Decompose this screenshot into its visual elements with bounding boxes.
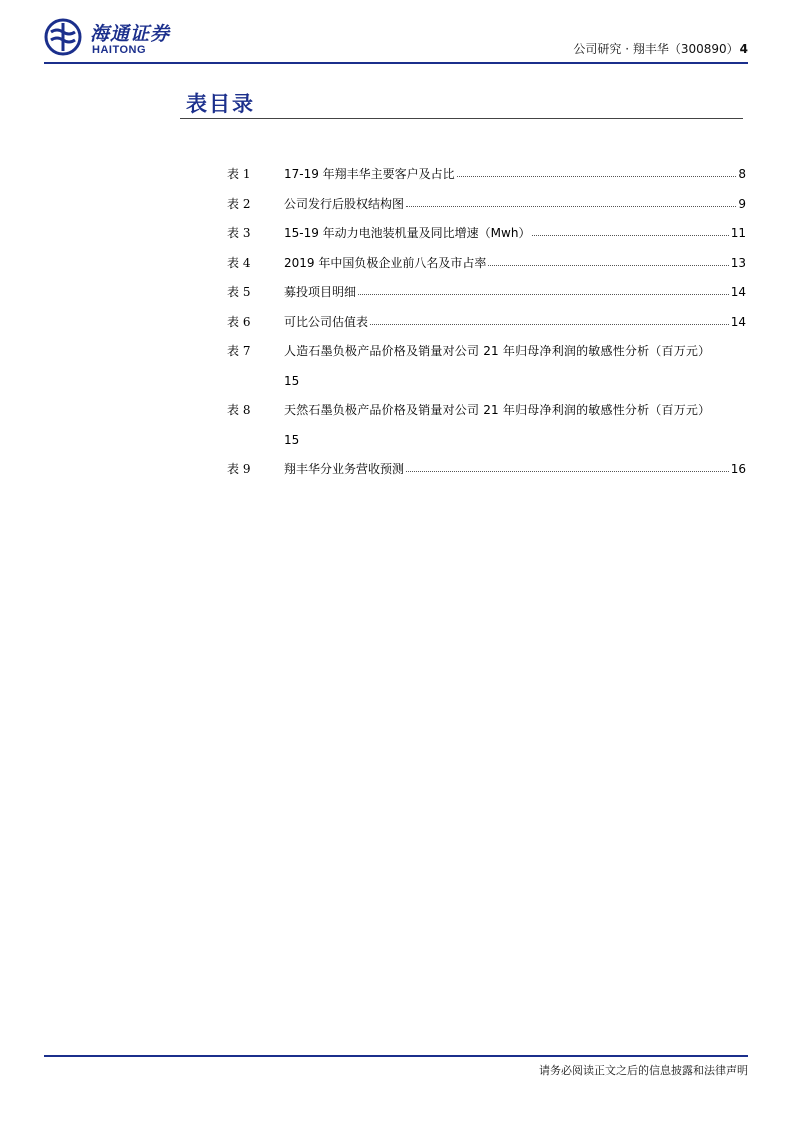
toc-entry[interactable] — [227, 396, 746, 455]
toc-label: 表 4 — [227, 255, 251, 270]
toc-leader — [406, 205, 736, 207]
toc-text: 2019 年中国负极企业前八名及市占率 — [284, 255, 487, 270]
toc-label: 表 8 — [227, 403, 251, 417]
toc-label: 表 5 — [227, 285, 251, 299]
toc-text: 公司发行后股权结构图 — [284, 196, 405, 211]
toc-page: 16 — [730, 462, 746, 476]
page-number: 4 — [739, 42, 748, 56]
header-divider — [44, 62, 748, 64]
toc-entry[interactable] — [227, 455, 746, 485]
toc-entry[interactable] — [227, 249, 746, 279]
toc-text: 募投项目明细 — [284, 285, 357, 299]
toc-label: 表 2 — [227, 196, 251, 211]
toc-label: 表 9 — [227, 462, 251, 476]
page-title: 表目录 — [186, 91, 255, 116]
footer-disclaimer: 请务必阅读正文之后的信息披露和法律声明 — [539, 1064, 748, 1077]
toc-page: 15 — [284, 373, 300, 388]
toc-leader — [358, 293, 729, 295]
haitong-emblem-icon — [44, 18, 82, 56]
table-of-contents — [227, 160, 746, 485]
toc-text: 翔丰华分业务营收预测 — [284, 462, 405, 476]
toc-page: 15 — [284, 432, 300, 447]
toc-leader — [457, 175, 737, 177]
toc-text: 15-19 年动力电池装机量及同比增速（Mwh） — [284, 226, 531, 240]
toc-leader — [532, 234, 728, 236]
haitong-logo — [44, 18, 204, 60]
toc-text: 可比公司估值表 — [284, 314, 369, 329]
toc-leader — [406, 470, 729, 472]
toc-entry[interactable] — [227, 337, 746, 396]
toc-page: 11 — [730, 226, 746, 240]
toc-label: 表 1 — [227, 167, 251, 181]
toc-entry[interactable] — [227, 219, 746, 249]
logo-english-name: HAITONG — [92, 44, 147, 56]
title-divider — [180, 118, 743, 119]
toc-label: 表 7 — [227, 344, 251, 358]
toc-text: 17-19 年翔丰华主要客户及占比 — [284, 167, 455, 181]
report-info: 公司研究 · 翔丰华（300890） — [573, 42, 739, 56]
logo-chinese-name: 海通证券 — [90, 23, 171, 45]
footer-divider — [44, 1055, 748, 1057]
toc-label: 表 3 — [227, 226, 251, 240]
toc-text: 人造石墨负极产品价格及销量对公司 21 年归母净利润的敏感性分析（百万元） — [284, 344, 711, 358]
toc-page: 8 — [738, 167, 746, 181]
toc-entry[interactable] — [227, 308, 746, 338]
report-header — [573, 40, 748, 57]
toc-label: 表 6 — [227, 314, 251, 329]
toc-entry[interactable] — [227, 160, 746, 190]
toc-text: 天然石墨负极产品价格及销量对公司 21 年归母净利润的敏感性分析（百万元） — [284, 403, 711, 417]
toc-page: 14 — [730, 285, 746, 299]
toc-leader — [488, 264, 728, 266]
toc-page: 13 — [730, 255, 746, 270]
toc-entry[interactable] — [227, 278, 746, 308]
toc-leader — [370, 323, 729, 325]
toc-page: 14 — [730, 314, 746, 329]
toc-entry[interactable] — [227, 190, 746, 220]
toc-page: 9 — [738, 196, 746, 211]
